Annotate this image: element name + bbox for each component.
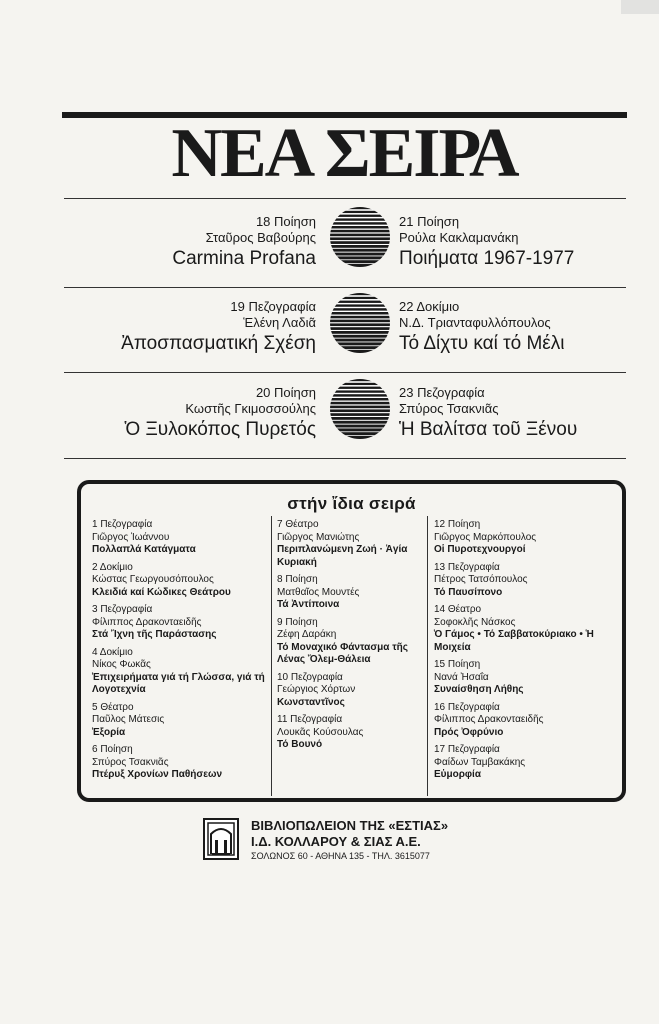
series-entry (434, 562, 619, 600)
series-entry (434, 702, 619, 740)
book-author: Ν.Δ. Τριανταφυλλόπουλος (399, 315, 551, 330)
series-entry (277, 672, 432, 710)
entry-number-category: 5 Θέατρο (92, 701, 134, 713)
series-entry (92, 562, 272, 600)
entry-author: Πέτρος Τατσόπουλος (434, 574, 528, 585)
entry-number-category: 1 Πεζογραφία (92, 519, 153, 530)
series-entry (277, 714, 432, 752)
series-list-box (77, 480, 626, 802)
series-entry (92, 604, 272, 642)
entry-author: Λουκᾶς Κούσουλας (277, 726, 364, 738)
series-entry (434, 659, 619, 697)
page-title: ΝΕΑ ΣΕΙΡΑ (171, 115, 518, 192)
book-title: Ὁ Ξυλοκόπος Πυρετός (124, 419, 316, 440)
entry-author: Σπύρος Τσακνιᾶς (92, 756, 169, 768)
entry-number-category: 13 Πεζογραφία (434, 561, 500, 573)
featured-book-20 (64, 385, 316, 442)
series-entry (92, 702, 272, 740)
entry-number-category: 14 Θέατρο (434, 604, 482, 615)
striped-globe-icon (329, 378, 391, 440)
series-column-1 (92, 519, 272, 787)
entry-title: Περιπλανώμενη Ζωή · Ἁγία Κυριακή (277, 544, 408, 568)
entry-author: Φίλιππος Δρακονταειδῆς (92, 616, 202, 628)
entry-number-category: 2 Δοκίμιο (92, 561, 133, 573)
book-title: Ποιήματα 1967-1977 (399, 248, 575, 269)
featured-book-18 (64, 214, 316, 271)
book-author: Κωστῆς Γκιμοσσούλης (185, 401, 316, 416)
entry-number-category: 12 Ποίηση (434, 519, 481, 530)
book-author: Ρούλα Κακλαμανάκη (399, 230, 519, 245)
publisher-name: ΒΙΒΛΙΟΠΩΛΕΙΟΝ ΤΗΣ «ΕΣΤΙΑΣ» (251, 818, 449, 833)
book-title: Τό Δίχτυ καί τό Μέλι (399, 333, 565, 354)
entry-number-category: 16 Πεζογραφία (434, 701, 500, 713)
entry-number-category: 7 Θέατρο (277, 519, 319, 530)
entry-author: Γιῶργος Ἰωάννου (92, 531, 170, 543)
entry-number-category: 15 Ποίηση (434, 659, 481, 670)
entry-number-category: 17 Πεζογραφία (434, 744, 500, 755)
book-number-category: 22 Δοκίμιο (399, 299, 460, 314)
entry-title: Ἐξορία (92, 726, 126, 738)
book-author: Σταῦρος Βαβούρης (205, 230, 316, 245)
featured-book-19 (64, 299, 316, 356)
entry-number-category: 9 Ποίηση (277, 616, 318, 628)
series-entry (277, 574, 432, 612)
entry-title: Τά Ἀντίποινα (277, 599, 340, 610)
divider-rule (64, 372, 626, 373)
divider-rule (64, 458, 626, 459)
book-author: Σπύρος Τσακνιᾶς (399, 401, 499, 416)
entry-title: Πρός Ὀφρύνιο (434, 726, 504, 738)
book-number-category: 19 Πεζογραφία (230, 299, 316, 314)
entry-author: Γιῶργος Μανιώτης (277, 531, 360, 543)
entry-author: Γιῶργος Μαρκόπουλος (434, 531, 537, 543)
entry-author: Φίλιππος Δρακονταειδῆς (434, 714, 544, 725)
entry-author: Φαίδων Ταμβακάκης (434, 756, 526, 768)
series-entry (434, 744, 619, 782)
entry-author: Κώστας Γεωργουσόπουλος (92, 574, 214, 585)
book-author: Ἑλένη Λαδιᾶ (243, 315, 316, 330)
entry-author: Παῦλος Μάτεσις (92, 714, 165, 725)
entry-title: Πολλαπλά Κατάγματα (92, 544, 196, 555)
entry-title: Ὁ Γάμος • Τό Σαββατοκύριακο • Ἡ Μοιχεία (434, 629, 594, 653)
entry-title: Κωνσταντῖνος (277, 696, 345, 708)
publisher-logo-icon (203, 818, 239, 860)
entry-title: Οἱ Πυροτεχνουργοί (434, 544, 526, 555)
entry-author: Νανά Ἠσαΐα (434, 671, 489, 683)
series-entry (434, 604, 619, 654)
series-column-3 (434, 519, 619, 787)
striped-globe-icon (329, 292, 391, 354)
series-entry (92, 519, 272, 557)
entry-author: Ματθαῖος Μουντές (277, 586, 360, 598)
entry-author: Νίκος Φωκᾶς (92, 659, 151, 670)
entry-author: Ζέφη Δαράκη (277, 629, 337, 640)
entry-number-category: 6 Ποίηση (92, 744, 133, 755)
entry-number-category: 3 Πεζογραφία (92, 604, 153, 615)
book-number-category: 21 Ποίηση (399, 214, 460, 229)
publisher-address: ΣΟΛΩΝΟΣ 60 - ΑΘΗΝΑ 135 - ΤΗΛ. 3615077 (251, 851, 430, 861)
entry-title: Τό Μοναχικό Φάντασμα τῆς Λένας Ὄλεμ-Θάλεια (277, 641, 408, 665)
entry-title: Συναίσθηση Λήθης (434, 684, 524, 695)
publisher-footer (203, 818, 533, 864)
featured-book-22 (399, 299, 631, 356)
book-number-category: 20 Ποίηση (255, 385, 316, 400)
entry-number-category: 10 Πεζογραφία (277, 671, 343, 683)
entry-author: Σοφοκλῆς Νάσκος (434, 616, 516, 628)
series-heading: στήν ἴδια σειρά (287, 494, 416, 513)
publisher-company: Ι.Δ. ΚΟΛΛΑΡΟΥ & ΣΙΑΣ Α.Ε. (251, 834, 421, 849)
book-title: Ἀποσπασματική Σχέση (121, 333, 316, 354)
featured-book-21 (399, 214, 631, 271)
entry-number-category: 11 Πεζογραφία (277, 714, 343, 725)
entry-number-category: 4 Δοκίμιο (92, 646, 133, 658)
entry-number-category: 8 Ποίηση (277, 574, 318, 585)
entry-title: Στά Ἴχνη τῆς Παράστασης (92, 629, 217, 640)
entry-title: Κλειδιά καί Κώδικες Θεάτρου (92, 586, 231, 598)
book-title: Ἡ Βαλίτσα τοῦ Ξένου (399, 419, 578, 440)
series-entry (92, 647, 272, 697)
series-column-2 (277, 519, 432, 757)
divider-rule (64, 287, 626, 288)
series-entry (92, 744, 272, 782)
featured-book-23 (399, 385, 631, 442)
entry-author: Γεώργιος Χόρτων (277, 684, 356, 695)
entry-title: Τό Βουνό (277, 739, 323, 750)
book-number-category: 23 Πεζογραφία (399, 385, 485, 400)
entry-title: Εὐμορφία (434, 769, 481, 780)
book-title: Carmina Profana (172, 248, 316, 269)
divider-rule (64, 198, 626, 199)
scan-edge-mark (621, 0, 659, 14)
book-number-category: 18 Ποίηση (255, 214, 316, 229)
entry-title: Τό Παυσίπονο (434, 586, 503, 598)
series-entry (277, 519, 432, 569)
striped-globe-icon (329, 206, 391, 268)
series-entry (434, 519, 619, 557)
series-entry (277, 617, 432, 667)
entry-title: Πτέρυξ Χρονίων Παθήσεων (92, 769, 223, 780)
entry-title: Ἐπιχειρήματα γιά τή Γλώσσα, γιά τή Λογοτεχνία (92, 671, 265, 695)
